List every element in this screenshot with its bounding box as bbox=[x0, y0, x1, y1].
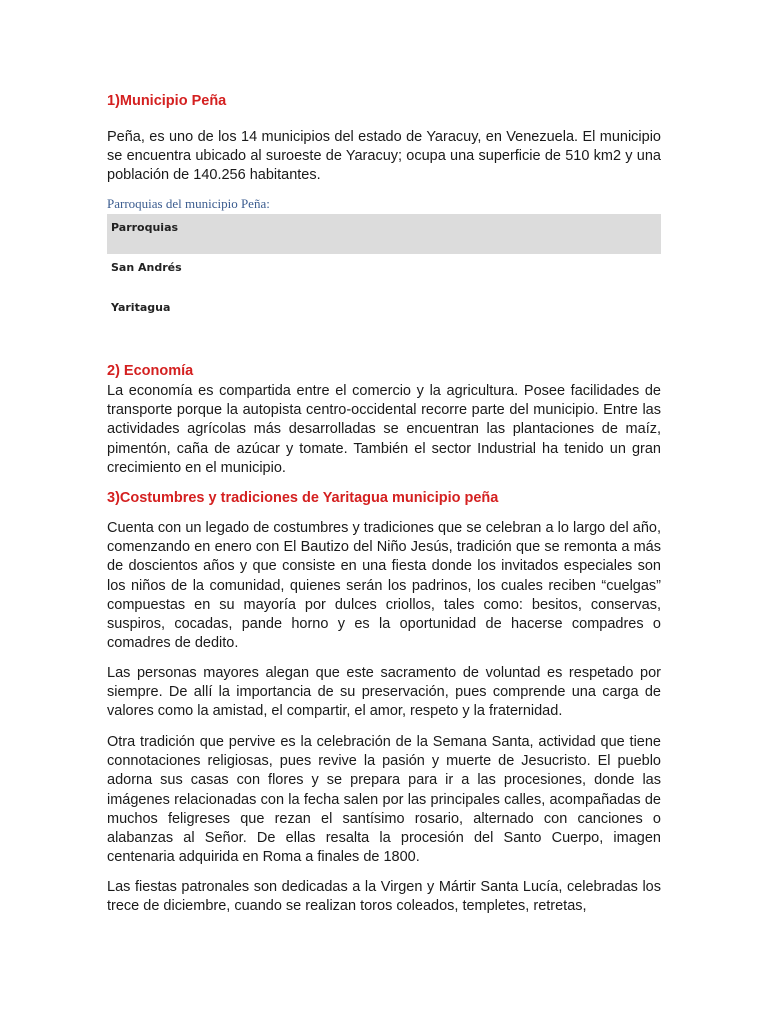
table-header: Parroquias bbox=[107, 214, 661, 254]
section3-heading: 3)Costumbres y tradiciones de Yaritagua municipio peña bbox=[107, 490, 499, 506]
section3-paragraph-3: Otra tradición que pervive es la celebración de la Semana Santa, actividad que tiene connotaciones religiosas, pues revive la pasión y muerte de Jesucristo. El pueblo adorna sus casas con flores y se prepara para ir a las procesiones, donde las imágenes relacionadas con la fecha salen por las principales calles, acompañadas de muchos feligreses que rezan el santísimo rosario, alternado con canciones o alabanzas al Señor. De ellas resalta la procesión del Santo Cuerpo, imagen centenaria adquirida en Roma a finales de 1800. bbox=[107, 734, 661, 866]
section3-paragraph-1: Cuenta con un legado de costumbres y tradiciones que se celebran a lo largo del año, comenzando en enero con El Bautizo del Niño Jesús, tradición que se remonta a más de doscientos años y que consiste en una fiesta donde los invitados especiales son los niños de la comunidad, quienes serán los padrinos, los cuales reciben “cuelgas” compuestas en su mayoría por dulces criollos, tales como: besitos, conservas, suspiros, cocadas, pande horno y es la oportunidad de hacerse compadres o comadres de dedito. bbox=[107, 520, 661, 652]
section3-paragraph-4: Las fiestas patronales son dedicadas a la Virgen y Mártir Santa Lucía, celebradas los trece de diciembre, cuando se realizan toros coleados, templetes, retretas, bbox=[107, 879, 661, 915]
section2-paragraph: La economía es compartida entre el comercio y la agricultura. Posee facilidades de transporte porque la autopista centro-occidental recorre parte del municipio. Entre las actividades agrícolas más desarrolladas se encuentran las plantaciones de maíz, pimentón, caña de azúcar y tomate. También el sector Industrial ha tenido un gran crecimiento en el municipio. bbox=[107, 383, 661, 476]
table-row: San Andrés bbox=[111, 261, 182, 274]
parishes-caption: Parroquias del municipio Peña: bbox=[107, 196, 270, 211]
section3-paragraph-2: Las personas mayores alegan que este sacramento de voluntad es respetado por siempre. De allí la importancia de su preservación, pues comprende una carga de valores como la amistad, el compartir, el amor, respeto y la fraternidad. bbox=[107, 665, 661, 720]
table-row: Yaritagua bbox=[111, 301, 171, 314]
section1-heading: 1)Municipio Peña bbox=[107, 93, 227, 109]
parishes-table bbox=[107, 214, 661, 334]
section2-heading: 2) Economía bbox=[107, 363, 194, 379]
section1-paragraph: Peña, es uno de los 14 municipios del estado de Yaracuy, en Venezuela. El municipio se encuentra ubicado al suroeste de Yaracuy; ocupa una superficie de 510 km2 y una población de 140.256 habitantes. bbox=[107, 129, 661, 184]
